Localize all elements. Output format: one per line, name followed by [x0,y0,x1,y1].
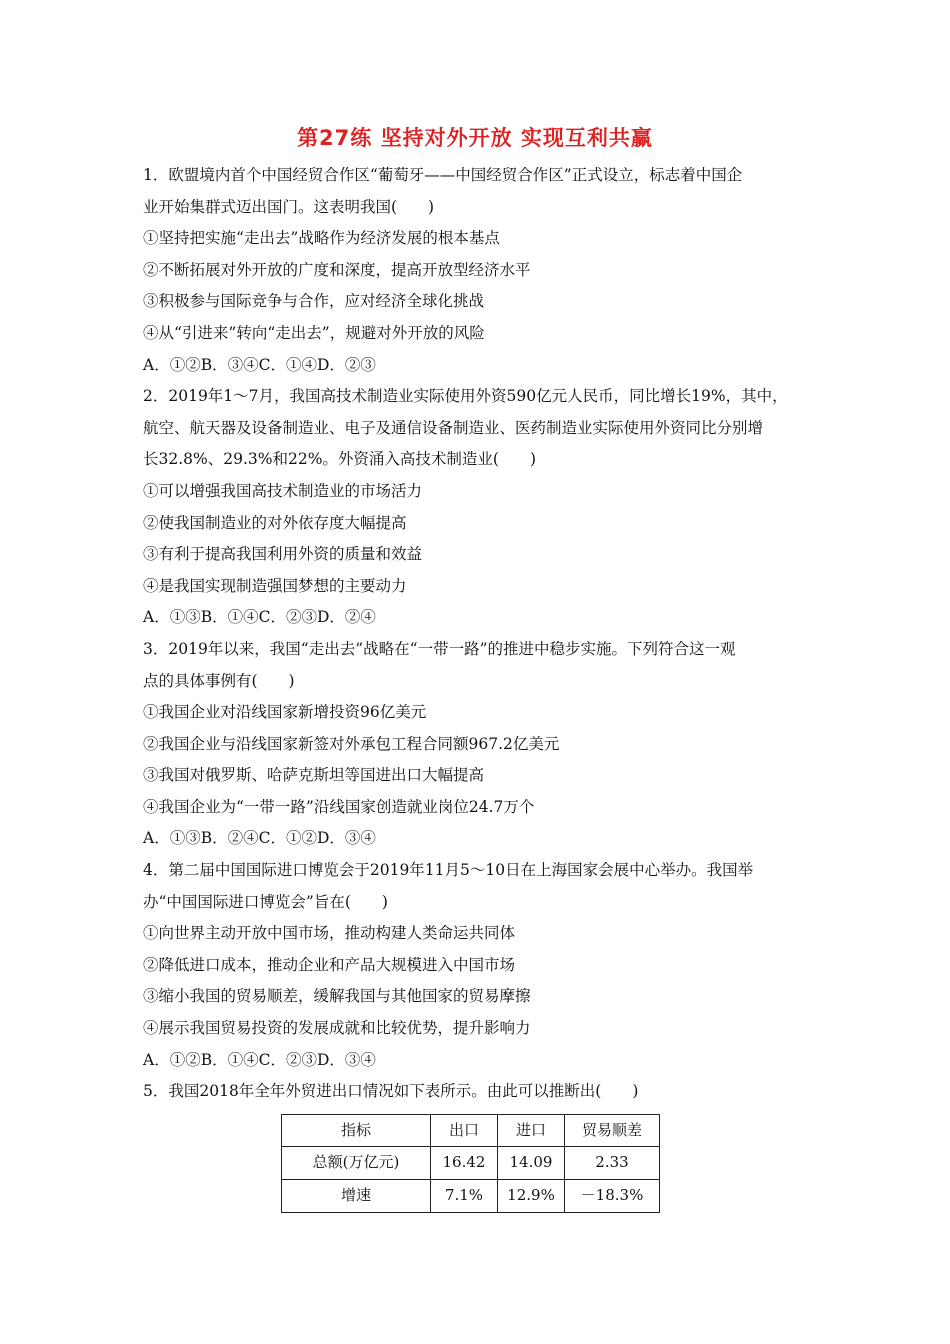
table-header-cell: 指标 [282,1114,431,1147]
table-row [282,1180,660,1213]
table-header-row [282,1114,660,1147]
question-stem-line: 1．欧盟境内首个中国经贸合作区“葡萄牙——中国经贸合作区”正式设立，标志着中国企 [143,166,743,184]
question-4 [143,855,813,1076]
question-stem-line: 航空、航天器及设备制造业、电子及通信设备制造业、医药制造业实际使用外资同比分别增 [143,418,764,437]
table-cell: 2.33 [565,1147,660,1180]
table-cell: －18.3% [565,1180,660,1213]
question-list [143,160,813,1213]
question-stem-line: 4．第二届中国国际进口博览会于2019年11月5～10日在上海国家会展中心举办。我国举 [143,861,754,880]
question-stem-line: 业开始集群式迈出国门。这表明我国( ) [143,197,435,216]
question-stem-line: 5．我国2018年全年外贸进出口情况如下表所示。由此可以推断出( ) [143,1082,639,1101]
table-header-cell: 出口 [431,1114,498,1147]
option-line: ③积极参与国际竞争与合作，应对经济全球化挑战 [143,292,485,311]
option-line: ④展示我国贸易投资的发展成就和比较优势，提升影响力 [143,1019,531,1038]
question-2 [143,381,813,634]
question-1 [143,160,813,381]
answer-choices: A．①③B．②④C．①②D．③④ [143,829,376,848]
table-cell: 14.09 [498,1147,565,1180]
option-line: ④从“引进来”转向“走出去”，规避对外开放的风险 [143,323,485,342]
answer-choices: A．①②B．③④C．①④D．②③ [143,355,376,374]
table-header-cell: 进口 [498,1114,565,1147]
question-stem-line: 办“中国国际进口博览会”旨在( ) [143,892,388,911]
option-line: ④我国企业为“一带一路”沿线国家创造就业岗位24.7万个 [143,797,535,816]
question-stem-line: 2．2019年1～7月，我国高技术制造业实际使用外资590亿元人民币，同比增长19%，其中， [143,387,788,406]
table-cell: 总额(万亿元) [282,1147,431,1180]
table-cell: 增速 [282,1180,431,1213]
question-5 [143,1076,813,1212]
option-line: ②降低进口成本，推动企业和产品大规模进入中国市场 [143,955,516,974]
option-line: ③我国对俄罗斯、哈萨克斯坦等国进出口大幅提高 [143,766,485,785]
option-line: ①向世界主动开放中国市场，推动构建人类命运共同体 [143,924,516,943]
option-line: ①可以增强我国高技术制造业的市场活力 [143,481,423,500]
table-header-cell: 贸易顺差 [565,1114,660,1147]
table-row [282,1147,660,1180]
question-stem-line: 点的具体事例有( ) [143,671,295,690]
option-line: ①坚持把实施“走出去”战略作为经济发展的根本基点 [143,229,500,248]
option-line: ②我国企业与沿线国家新签对外承包工程合同额967.2亿美元 [143,734,560,753]
answer-choices: A．①③B．①④C．②③D．②④ [143,608,376,627]
option-line: ④是我国实现制造强国梦想的主要动力 [143,576,407,595]
option-line: ②使我国制造业的对外依存度大幅提高 [143,513,407,532]
option-line: ③缩小我国的贸易顺差，缓解我国与其他国家的贸易摩擦 [143,987,531,1006]
option-line: ①我国企业对沿线国家新增投资96亿美元 [143,703,427,722]
answer-choices: A．①②B．①④C．②③D．③④ [143,1050,376,1069]
trade-table [281,1114,660,1213]
table-cell: 16.42 [431,1147,498,1180]
table-cell: 7.1% [431,1180,498,1213]
question-stem-line: 3．2019年以来，我国“走出去”战略在“一带一路”的推进中稳步实施。下列符合这一观 [143,639,736,658]
table-cell: 12.9% [498,1180,565,1213]
option-line: ③有利于提高我国利用外资的质量和效益 [143,545,423,564]
question-stem-line: 长32.8%、29.3%和22%。外资涌入高技术制造业( ) [143,450,537,469]
option-line: ②不断拓展对外开放的广度和深度，提高开放型经济水平 [143,260,531,279]
page-title: 第27练 坚持对外开放 实现互利共赢 [297,126,653,150]
question-3 [143,634,813,855]
